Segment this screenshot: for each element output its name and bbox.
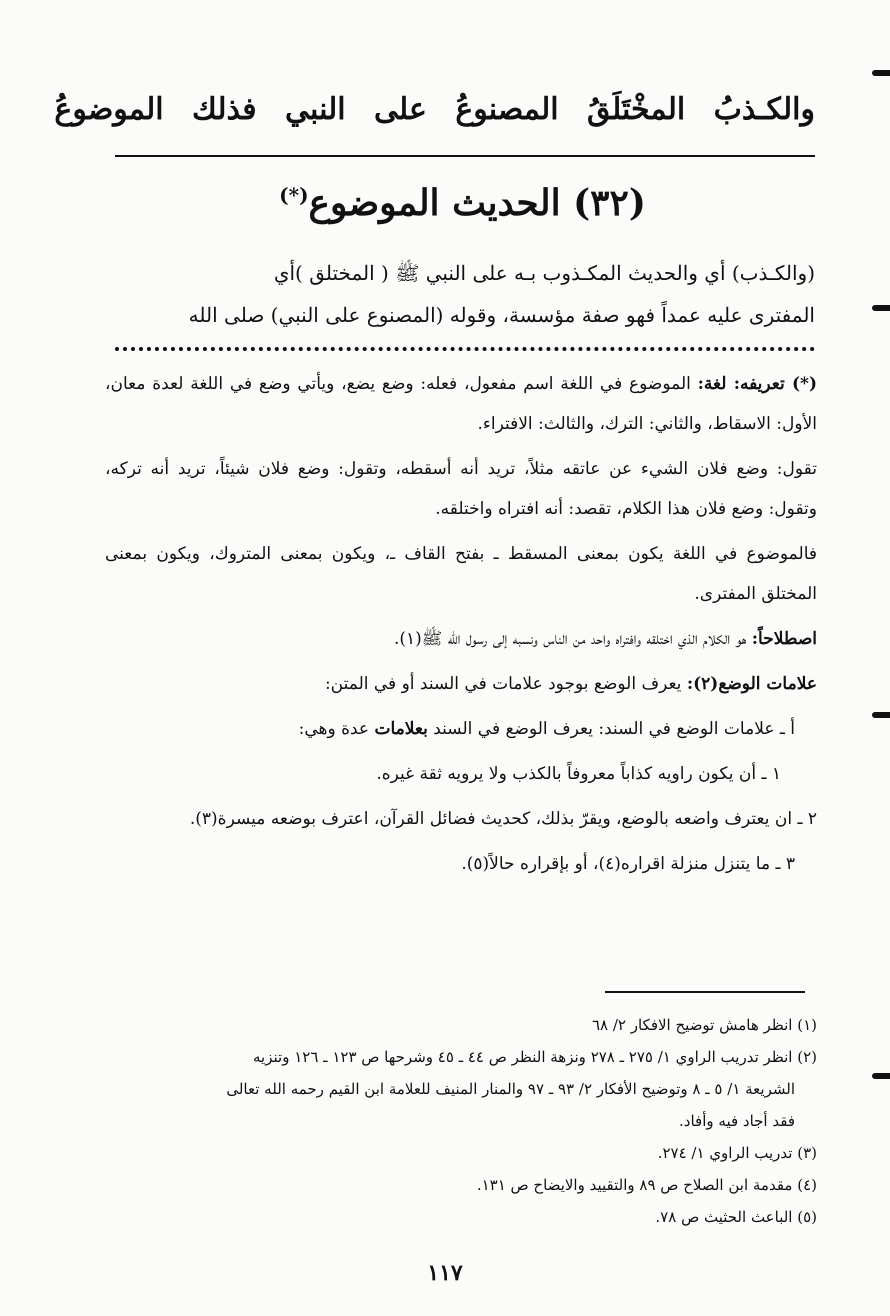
paragraph-text: يعرف الوضع بوجود علامات في السند أو في المتن: xyxy=(324,674,687,694)
verse-commentary xyxy=(110,252,815,336)
page-number: ١١٧ xyxy=(427,1260,463,1286)
footnote: (٣) تدريب الراوي ١/ ٢٧٤. xyxy=(657,1144,817,1162)
scan-edge-mark xyxy=(872,1073,890,1079)
commentary-line: (والكـذب) أي والحديث المكـذوب بـه على النبي ﷺ ( المختلق )أي xyxy=(273,261,815,285)
footnote: (٤) مقدمة ابن الصلاح ص ٨٩ والتقييد والايضاح ص ١٣١. xyxy=(476,1176,817,1194)
paragraph: تقول: وضع فلان الشيء عن عاتقه مثلاً، تريد أنه أسقطه، وتقول: وضع فلان شيئاً، تريد أنه تركه، وتقول: وضع فلان هذا الكلام، تقصد: أنه افتراه واختلقه. xyxy=(105,459,817,519)
paragraph-text: الموضوع في اللغة اسم مفعول، فعله: وضع يضع، ويأتي وضع في اللغة لعدة معان، الأول: الاسقاط، والثاني: الترك، والثالث: الافتراء. xyxy=(105,374,817,434)
paragraph-text: هو الكلام الذي اختلقه وافتراه واحد من الناس ونسبه إلى رسول الله ﷺ(١). xyxy=(393,629,752,649)
dotted-separator xyxy=(115,347,815,351)
title-footnote-mark: (*) xyxy=(279,183,309,207)
scan-edge-mark xyxy=(872,305,890,311)
footnote-continuation: الشريعة ١/ ٥ ـ ٨ وتوضيح الأفكار ٢/ ٩٣ ـ ٩٧ والمنار المنيف للعلامة ابن القيم رحمه الله تعالى xyxy=(226,1080,795,1098)
paragraph-text: أ ـ علامات الوضع في السند: يعرف الوضع في السند xyxy=(427,719,795,739)
poem-verse: والكـذبُ المخْتَلَقُ المصنوعُ على النبي فذلك الموضوعُ xyxy=(54,92,815,127)
footnote: (٢) انظر تدريب الراوي ١/ ٢٧٥ ـ ٢٧٨ ونزهة النظر ص ٤٤ ـ ٤٥ وشرحها ص ١٢٣ ـ ١٢٦ وتنزيه xyxy=(253,1048,817,1066)
footnote: (١) انظر هامش توضيح الافكار ٢/ ٦٨ xyxy=(591,1016,817,1034)
scan-edge-mark xyxy=(872,712,890,718)
footnote-continuation: فقد أجاد فيه وأفاد. xyxy=(679,1112,795,1130)
definition-istilah xyxy=(105,619,817,659)
list-item: ١ ـ أن يكون راويه كذاباً معروفاً بالكذب ولا يرويه ثقة غيره. xyxy=(376,764,781,784)
footnote-rule xyxy=(605,991,805,993)
footnote: (٥) الباعث الحثيث ص ٧٨. xyxy=(655,1208,817,1226)
bold-lead: علامات الوضع(٢): xyxy=(686,674,817,694)
section-title xyxy=(110,182,815,224)
scan-edge-mark xyxy=(872,70,890,76)
header-rule xyxy=(115,155,815,157)
definition-lughah xyxy=(105,364,817,444)
list-item: ٢ ـ ان يعترف واضعه بالوضع، ويقرّ بذلك، كحديث فضائل القرآن، اعترف بوضعه ميسرة(٣). xyxy=(189,809,817,829)
footnotes xyxy=(105,1009,817,1233)
signs-heading xyxy=(105,664,817,704)
bold-word: بعلامات xyxy=(374,719,428,739)
commentary-line: المفترى عليه عمداً فهو صفة مؤسسة، وقوله (المصنوع على النبي) صلى الله xyxy=(188,303,815,327)
paragraph: فالموضوع في اللغة يكون بمعنى المسقط ـ بفتح القاف ـ، ويكون بمعنى المتروك، ويكون بمعنى المختلق المفترى. xyxy=(105,544,817,604)
signs-in-sanad xyxy=(105,709,817,749)
bold-lead: (*) تعريفه: لغة: xyxy=(697,374,817,394)
bold-lead: اصطلاحاً: xyxy=(751,629,817,649)
paragraph-text: عدة وهي: xyxy=(298,719,375,739)
list-item: ٣ ـ ما يتنزل منزلة اقراره(٤)، أو بإقراره حالاً(٥). xyxy=(461,854,795,874)
section-body xyxy=(105,364,817,889)
section-title-text: (٣٢) الحديث الموضوع xyxy=(308,182,646,224)
